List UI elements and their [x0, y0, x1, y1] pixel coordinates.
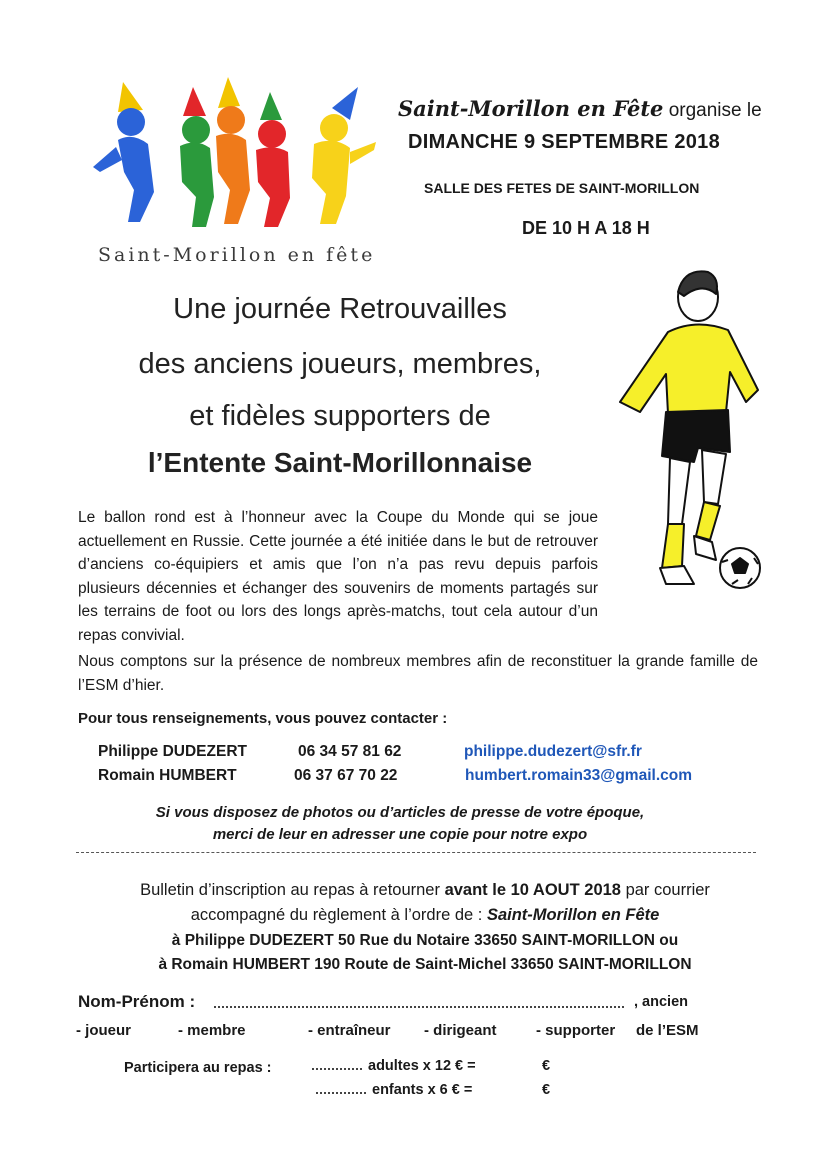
- contact-phone: 06 34 57 81 62: [298, 743, 402, 760]
- contact-intro: Pour tous renseignements, vous pouvez contacter :: [78, 710, 448, 727]
- contact-email-link[interactable]: humbert.romain33@gmail.com: [465, 767, 692, 784]
- adults-row: [312, 1058, 476, 1074]
- children-count-input[interactable]: [316, 1082, 366, 1094]
- bulletin-address-2: à Romain HUMBERT 190 Route de Saint-Michel 33650 SAINT-MORILLON: [158, 956, 692, 973]
- event-date: DIMANCHE 9 SEPTEMBRE 2018: [408, 131, 721, 153]
- option-entraineur[interactable]: - entraîneur: [308, 1022, 391, 1039]
- bulletin-text: Bulletin d’inscription au repas à retourner: [140, 881, 445, 899]
- photo-request-line-1: Si vous disposez de photos ou d’articles de presse de votre époque,: [155, 804, 645, 821]
- payee-name: Saint-Morillon en Fête: [486, 906, 660, 924]
- contact-name: Philippe DUDEZERT: [98, 743, 247, 760]
- contact-email-link[interactable]: philippe.dudezert@sfr.fr: [464, 743, 642, 760]
- option-joueur[interactable]: - joueur: [76, 1022, 131, 1039]
- contact-phone: 06 37 67 70 22: [294, 767, 398, 784]
- cut-line-divider: [76, 852, 756, 853]
- name-field-input[interactable]: [214, 994, 624, 1008]
- organizer-suffix: organise le: [668, 100, 762, 121]
- organizer-name: Saint-Morillon en Fête: [398, 96, 664, 121]
- event-hours: DE 10 H A 18 H: [522, 218, 650, 238]
- meal-label: Participera au repas :: [124, 1060, 272, 1076]
- party-figures: [93, 77, 376, 227]
- logo-caption: Saint-Morillon en fête: [98, 244, 376, 266]
- option-supporter[interactable]: - supporter: [536, 1022, 616, 1039]
- bulletin-text: accompagné du règlement à l’ordre de :: [190, 906, 487, 924]
- bulletin-line-1: [80, 878, 770, 902]
- option-dirigeant[interactable]: - dirigeant: [424, 1022, 497, 1039]
- adults-euro: €: [542, 1058, 551, 1074]
- headline-line-3: et fidèles supporters de: [189, 400, 491, 432]
- bulletin-text: par courrier: [620, 881, 710, 899]
- photo-request-line-2: merci de leur en adresser une copie pour notre expo: [212, 826, 588, 843]
- ancien-label: , ancien: [634, 994, 688, 1010]
- organizer-line: [398, 96, 762, 122]
- family-paragraph: Nous comptons sur la présence de nombreux membres afin de reconstituer la grande famille de l’ESM d’hier.: [78, 653, 758, 694]
- intro-paragraph: Le ballon rond est à l’honneur avec la Coupe du Monde qui se joue actuellement en Russie. Cette journée a été initiée dans le but de retrouver d’anciens co-équipiers et amis que l’on n’a pas revu depuis parfois plusieurs décennies et échanger des souvenirs de moments partagés sur les terrains de foot ou lors des longs après-matchs, tout cela autour d’un repas convivial.: [78, 509, 598, 644]
- headline-line-1: Une journée Retrouvailles: [173, 293, 507, 325]
- event-venue: SALLE DES FETES DE SAINT-MORILLON: [424, 180, 700, 196]
- name-field-label: Nom-Prénom :: [78, 992, 196, 1011]
- esm-label: de l’ESM: [636, 1022, 699, 1039]
- children-row: [316, 1082, 472, 1098]
- bulletin-deadline: avant le 10 AOUT 2018: [444, 881, 621, 899]
- bulletin-line-2: [80, 903, 770, 927]
- bulletin-address-1: à Philippe DUDEZERT 50 Rue du Notaire 33650 SAINT-MORILLON ou: [171, 932, 679, 949]
- children-price-label: enfants x 6 € =: [372, 1082, 473, 1098]
- headline-line-2: des anciens joueurs, membres,: [138, 348, 542, 380]
- adults-count-input[interactable]: [312, 1058, 362, 1070]
- contact-name: Romain HUMBERT: [98, 767, 237, 784]
- football-player-illustration: [598, 262, 774, 598]
- children-euro: €: [542, 1082, 551, 1098]
- option-membre[interactable]: - membre: [178, 1022, 246, 1039]
- headline-line-4: l’Entente Saint-Morillonnaise: [147, 447, 533, 478]
- adults-price-label: adultes x 12 € =: [368, 1058, 476, 1074]
